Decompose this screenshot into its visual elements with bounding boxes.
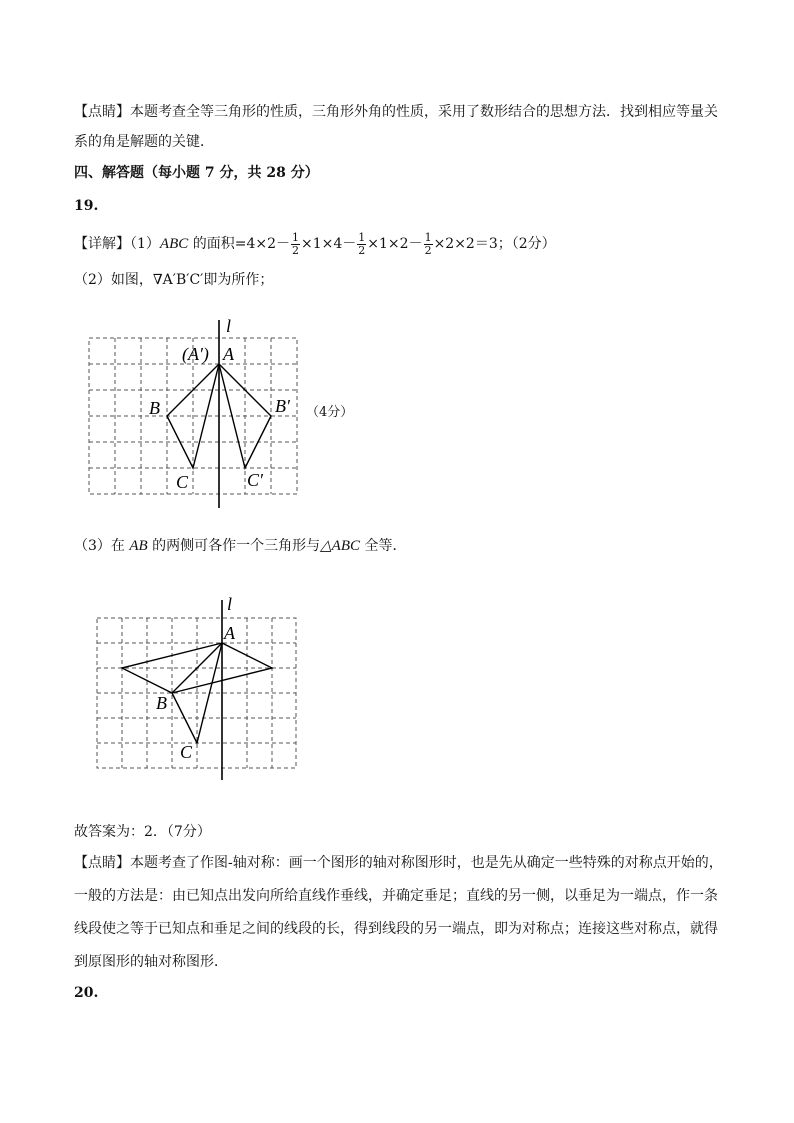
figure1-score: （4分） — [306, 405, 354, 420]
label-b-2: B — [156, 693, 167, 713]
q19-part2: （2）如图，∇A′B′C′即为所作； — [74, 272, 274, 288]
fraction-2 — [357, 232, 366, 257]
part1-prefix: （1） — [130, 236, 160, 252]
part3-ab: AB — [129, 538, 148, 554]
fraction-3 — [424, 232, 433, 257]
question-19-number: 19. — [74, 198, 99, 214]
fraction-denominator: 2 — [358, 243, 366, 257]
part1-seg2: ×1×2－ — [367, 236, 423, 252]
part1-seg1: ×1×4－ — [301, 236, 357, 252]
fraction-1 — [291, 232, 300, 257]
label-b: B — [149, 398, 160, 418]
label-c: C — [176, 472, 189, 492]
fraction-numerator: 1 — [358, 230, 366, 244]
fraction-denominator: 2 — [424, 243, 432, 257]
label-l: l — [226, 316, 232, 336]
comment2-line1: 【点睛】本题考查了作图-轴对称：画一个图形的轴对称图形时，也是先从确定一些特殊的对称点开始的， — [74, 855, 723, 871]
part3-prefix: （3）在 — [74, 538, 130, 554]
fraction-numerator: 1 — [292, 230, 299, 244]
section-heading: 四、解答题（每小题 7 分，共 28 分） — [74, 165, 319, 181]
comment2-line4: 到原图形的轴对称图形． — [74, 954, 228, 970]
part3-end: 全等． — [360, 538, 407, 554]
question-20-number: 20. — [74, 985, 99, 1001]
label-a-2: A — [224, 623, 235, 643]
fraction-denominator: 2 — [292, 243, 299, 257]
label-a-prime: (A′) — [182, 344, 209, 364]
detail-label: 【详解】 — [74, 236, 130, 252]
comment1-line2: 系的角是解题的关键． — [74, 134, 214, 150]
comment2-line3: 线段使之等于已知点和垂足之间的线段的长，得到线段的另一端点，即为对称点；连接这些对称点，就得 — [74, 921, 718, 937]
figure-2-congruent — [90, 590, 310, 785]
fraction-numerator: 1 — [424, 230, 432, 244]
label-b-prime: B′ — [275, 396, 290, 416]
comment2-line2: 一般的方法是：由已知点出发向所给直线作垂线，并确定垂足；直线的另一侧，以垂足为一端点，作一条 — [74, 888, 718, 904]
q19-part3 — [74, 536, 406, 556]
grid-2 — [97, 618, 296, 768]
part1-var: ABC — [159, 236, 189, 252]
label-a: A — [223, 344, 234, 364]
q19-answer: 故答案为：2．（7分） — [74, 824, 211, 840]
comment1-line1: 【点睛】本题考查全等三角形的性质，三角形外角的性质，采用了数形结合的思想方法．找到相应等量关 — [74, 104, 718, 120]
q19-part1 — [74, 231, 556, 257]
part3-mid: 的两侧可各作一个三角形与 — [147, 538, 321, 554]
label-c-prime: C′ — [247, 470, 263, 490]
part1-seg3: ×2×2＝3；（2分） — [433, 236, 556, 252]
part3-triangle: △ABC — [320, 538, 361, 554]
label-l-2: l — [227, 594, 233, 614]
label-c-2: C — [180, 742, 193, 762]
part1-area: 的面积=4×2－ — [188, 236, 290, 252]
